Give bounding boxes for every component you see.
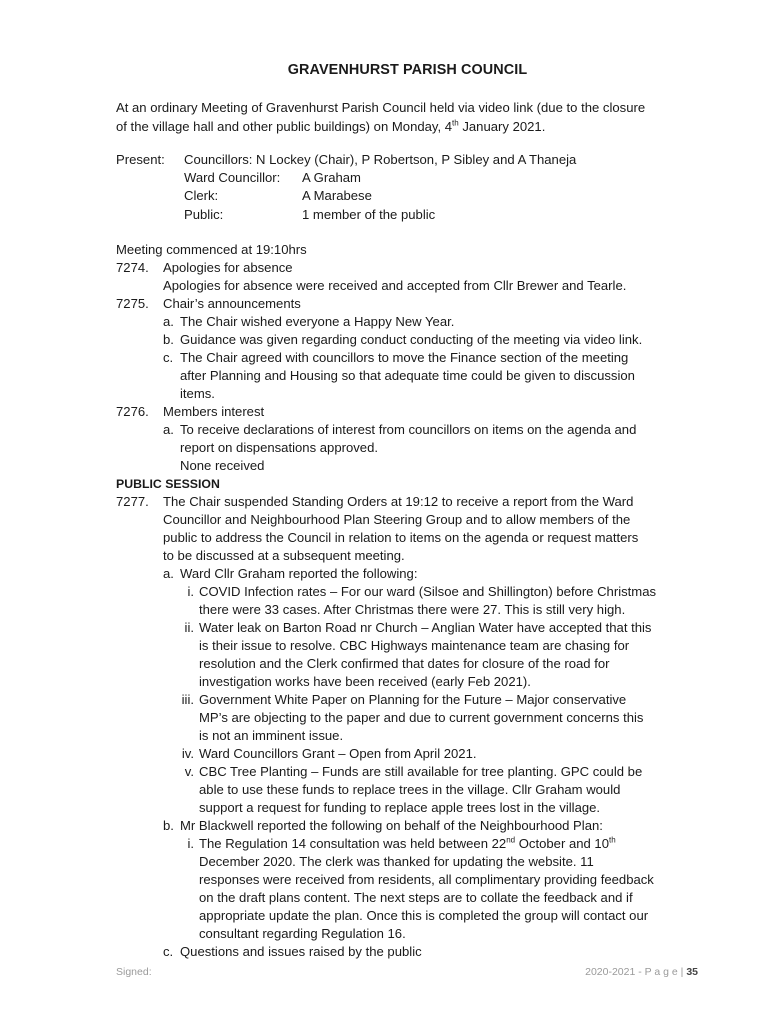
- item-number: 7275.: [116, 296, 149, 311]
- minutes-body: [116, 241, 706, 961]
- minutes-line: [116, 529, 706, 547]
- clerk-value: A Marabese: [302, 188, 372, 204]
- minutes-line: [116, 331, 706, 349]
- minutes-line: [116, 421, 706, 439]
- minutes-line: [116, 367, 706, 385]
- item-text: [199, 835, 616, 853]
- minutes-line: [116, 637, 706, 655]
- page-indicator: [585, 966, 698, 978]
- councillors-list: Councillors: N Lockey (Chair), P Robertson, P Sibley and A Thaneja: [184, 152, 577, 167]
- item-text: responses were received from residents, all complimentary providing feedback: [199, 872, 654, 887]
- intro-text: January 2021.: [458, 118, 546, 134]
- attendance-row: [116, 151, 576, 169]
- item-text: resolution and the Clerk confirmed that dates for closure of the road for: [199, 656, 610, 671]
- ordinal-suffix: th: [452, 118, 459, 128]
- item-text: support a request for funding to replace apple trees lost in the village.: [199, 800, 601, 815]
- item-text: is their issue to resolve. CBC Highways maintenance team are chasing for: [199, 638, 630, 653]
- minutes-line: [116, 475, 706, 493]
- item-text: COVID Infection rates – For our ward (Silsoe and Shillington) before Christmas: [199, 584, 657, 599]
- list-marker: a.: [163, 422, 174, 437]
- item-text: is not an imminent issue.: [199, 728, 344, 743]
- public-label: Public:: [184, 206, 224, 222]
- attendance-row: [116, 169, 576, 187]
- item-title: Chair’s announcements: [163, 296, 301, 311]
- minutes-line: [116, 673, 706, 691]
- minutes-line: [116, 835, 706, 853]
- minutes-line: [116, 907, 706, 925]
- item-text: investigation works have been received (early Feb 2021).: [199, 674, 531, 689]
- item-number: 7277.: [116, 494, 149, 509]
- minutes-line: [116, 817, 706, 835]
- item-text: Councillor and Neighbourhood Plan Steering Group and to allow members of the: [163, 512, 631, 527]
- minutes-line: [116, 943, 706, 961]
- item-text: Questions and issues raised by the public: [180, 944, 422, 959]
- minutes-line: [116, 457, 706, 475]
- signed-label: Signed:: [116, 966, 152, 978]
- minutes-line: [116, 763, 706, 781]
- page-title: GRAVENHURST PARISH COUNCIL: [287, 62, 528, 78]
- minutes-line: [116, 511, 706, 529]
- minutes-line: [116, 781, 706, 799]
- item-text: on the draft plans content. The next steps are to collate the feedback and if: [199, 890, 633, 905]
- item-number: 7276.: [116, 404, 149, 419]
- ordinal-suffix: th: [609, 835, 616, 845]
- intro-paragraph: [116, 99, 706, 136]
- minutes-line: [116, 853, 706, 871]
- minutes-line: [116, 583, 706, 601]
- minutes-line: [116, 259, 706, 277]
- intro-line: At an ordinary Meeting of Gravenhurst Parish Council held via video link (due to the closure: [116, 100, 646, 115]
- minutes-line: [116, 403, 706, 421]
- intro-line: [116, 118, 706, 137]
- list-marker: i.: [187, 584, 194, 599]
- meeting-commenced: Meeting commenced at 19:10hrs: [116, 242, 307, 257]
- item-text: there were 33 cases. After Christmas there were 27. This is still very high.: [199, 602, 626, 617]
- page-number: 35: [686, 966, 698, 978]
- minutes-line: [116, 619, 706, 637]
- page-prefix: 2020-2021 - P a g e |: [585, 966, 687, 978]
- minutes-line: [116, 295, 706, 313]
- item-text: MP’s are objecting to the paper and due to current government concerns this: [199, 710, 644, 725]
- minutes-line: [116, 745, 706, 763]
- minutes-line: [116, 385, 706, 403]
- minutes-line: [116, 889, 706, 907]
- item-text: CBC Tree Planting – Funds are still available for tree planting. GPC could be: [199, 764, 643, 779]
- text-fragment: October and 10: [515, 836, 609, 851]
- minutes-line: [116, 565, 706, 583]
- list-marker: iii.: [181, 692, 194, 707]
- item-text: None received: [180, 458, 265, 473]
- list-marker: iv.: [181, 746, 194, 761]
- ordinal-suffix: nd: [506, 835, 516, 845]
- item-text: to be discussed at a subsequent meeting.: [163, 548, 405, 563]
- item-title: Members interest: [163, 404, 265, 419]
- ward-councillor-label: Ward Councillor:: [184, 170, 281, 186]
- minutes-line: [116, 493, 706, 511]
- minutes-line: [116, 547, 706, 565]
- minutes-line: [116, 601, 706, 619]
- minutes-line: [116, 799, 706, 817]
- minutes-line: [116, 313, 706, 331]
- item-text: able to use these funds to replace trees in the village. Cllr Graham would: [199, 782, 621, 797]
- list-marker: a.: [163, 566, 174, 581]
- item-title: Apologies for absence: [163, 260, 293, 275]
- minutes-line: [116, 277, 706, 295]
- list-marker: ii.: [184, 620, 194, 635]
- clerk-label: Clerk:: [184, 188, 219, 204]
- list-marker: c.: [163, 944, 174, 959]
- minutes-line: [116, 691, 706, 709]
- attendance-row: [116, 187, 576, 205]
- item-text: Government White Paper on Planning for the Future – Major conservative: [199, 692, 627, 707]
- attendance-block: [116, 151, 576, 224]
- list-marker: c.: [163, 350, 174, 365]
- attendance-row: [116, 206, 576, 224]
- public-value: 1 member of the public: [302, 206, 436, 222]
- item-number: 7274.: [116, 260, 149, 275]
- item-text: Ward Councillors Grant – Open from April 2021.: [199, 746, 477, 761]
- present-label: Present:: [116, 152, 165, 167]
- list-marker: v.: [184, 764, 194, 779]
- list-marker: b.: [163, 818, 174, 833]
- minutes-line: [116, 241, 706, 259]
- item-text: To receive declarations of interest from councillors on items on the agenda and: [180, 422, 637, 437]
- item-text: after Planning and Housing so that adequate time could be given to discussion: [180, 368, 635, 383]
- minutes-line: [116, 655, 706, 673]
- item-text: Apologies for absence were received and accepted from Cllr Brewer and Tearle.: [163, 278, 627, 293]
- text-fragment: The Regulation 14 consultation was held between 22: [199, 836, 507, 851]
- list-marker: a.: [163, 314, 174, 329]
- item-text: appropriate update the plan. Once this is completed the group will contact our: [199, 908, 649, 923]
- minutes-line: [116, 349, 706, 367]
- item-text: report on dispensations approved.: [180, 440, 378, 455]
- item-text: The Chair wished everyone a Happy New Year.: [180, 314, 455, 329]
- section-heading: PUBLIC SESSION: [116, 477, 220, 491]
- item-text: public to address the Council in relation to items on the agenda or request matters: [163, 530, 639, 545]
- item-text: Guidance was given regarding conduct conducting of the meeting via video link.: [180, 332, 643, 347]
- minutes-line: [116, 871, 706, 889]
- list-marker: i.: [187, 836, 194, 851]
- item-text: The Chair agreed with councillors to move the Finance section of the meeting: [180, 350, 629, 365]
- minutes-line: [116, 925, 706, 943]
- item-text: Mr Blackwell reported the following on behalf of the Neighbourhood Plan:: [180, 818, 603, 833]
- item-text: December 2020. The clerk was thanked for updating the website. 11: [199, 854, 594, 869]
- item-text: items.: [180, 386, 215, 401]
- ward-councillor-value: A Graham: [302, 170, 361, 186]
- item-text: The Chair suspended Standing Orders at 19:12 to receive a report from the Ward: [163, 494, 634, 509]
- minutes-line: [116, 439, 706, 457]
- minutes-line: [116, 709, 706, 727]
- list-marker: b.: [163, 332, 174, 347]
- item-text: Ward Cllr Graham reported the following:: [180, 566, 418, 581]
- item-text: consultant regarding Regulation 16.: [199, 926, 406, 941]
- minutes-line: [116, 727, 706, 745]
- item-text: Water leak on Barton Road nr Church – Anglian Water have accepted that this: [199, 620, 652, 635]
- intro-text: of the village hall and other public buildings) on Monday, 4: [116, 118, 453, 134]
